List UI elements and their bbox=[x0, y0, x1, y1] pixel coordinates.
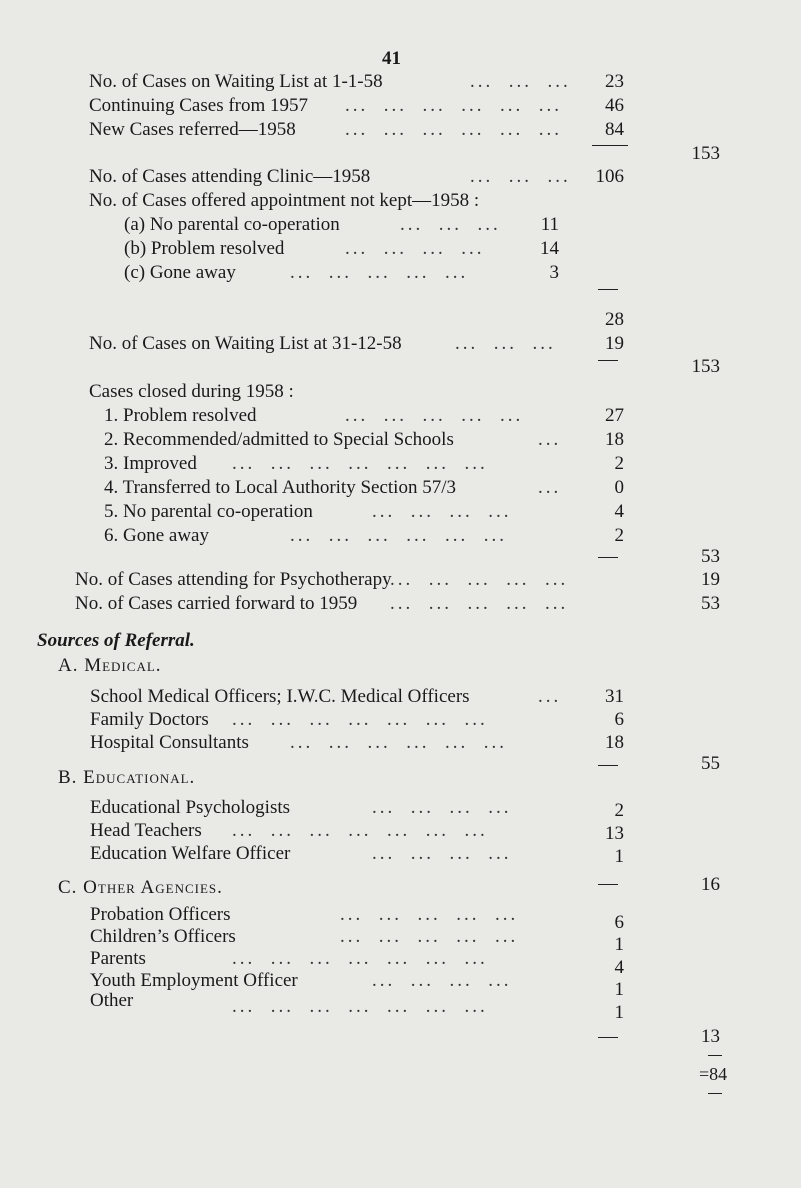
not-kept-item-value: 3 bbox=[549, 262, 559, 283]
other-item: Children’s Officers bbox=[90, 926, 236, 947]
dot-leader: ... ... ... ... ... ... bbox=[345, 95, 562, 116]
dot-leader: ... ... ... bbox=[455, 333, 556, 354]
psychotherapy-value: 19 bbox=[701, 569, 720, 590]
continuing-cases-value: 46 bbox=[605, 95, 624, 116]
educational-item: Education Welfare Officer bbox=[90, 843, 291, 864]
dot-leader: ... bbox=[538, 477, 562, 498]
dot-leader: ... ... ... bbox=[470, 71, 571, 92]
rule bbox=[598, 360, 618, 361]
not-kept-label: No. of Cases offered appointment not kept—1958 : bbox=[89, 190, 480, 211]
educational-item-value: 13 bbox=[605, 823, 624, 844]
other-item: Probation Officers bbox=[90, 904, 231, 925]
dot-leader: ... ... ... ... bbox=[372, 970, 512, 991]
rule bbox=[598, 765, 618, 766]
waiting-list-start-label: No. of Cases on Waiting List at 1-1-58 bbox=[89, 71, 383, 92]
carried-forward-label: No. of Cases carried forward to 1959 bbox=[75, 593, 358, 614]
grand-total-value: =84 bbox=[699, 1064, 728, 1084]
closed-item: 1. Problem resolved bbox=[104, 405, 257, 426]
rule bbox=[598, 1037, 618, 1038]
medical-item-value: 6 bbox=[614, 709, 624, 730]
dot-leader: ... ... ... ... bbox=[372, 843, 512, 864]
closed-item: 3. Improved bbox=[104, 453, 197, 474]
other-item-value: 1 bbox=[614, 934, 624, 955]
other-total-value: 13 bbox=[701, 1026, 720, 1047]
dot-leader: ... ... ... ... ... bbox=[345, 405, 524, 426]
dot-leader: ... ... ... ... ... bbox=[390, 593, 569, 614]
medical-heading bbox=[58, 655, 162, 677]
educational-heading-text: B. Educational. bbox=[58, 767, 196, 788]
new-cases-label: New Cases referred—1958 bbox=[89, 119, 296, 140]
cases-closed-heading: Cases closed during 1958 : bbox=[89, 381, 294, 402]
subtotal-value: 153 bbox=[691, 143, 720, 164]
other-item: Parents bbox=[90, 948, 146, 969]
closed-item-value: 4 bbox=[614, 501, 624, 522]
not-kept-item-value: 14 bbox=[540, 238, 559, 259]
medical-item-value: 18 bbox=[605, 732, 624, 753]
other-item-value: 1 bbox=[614, 1002, 624, 1023]
dot-leader: ... ... ... ... ... ... ... bbox=[232, 709, 488, 730]
waiting-total-value: 153 bbox=[691, 356, 720, 377]
not-kept-total: 28 bbox=[605, 309, 624, 330]
medical-item: School Medical Officers; I.W.C. Medical Officers bbox=[90, 686, 470, 707]
closed-item-value: 0 bbox=[614, 477, 624, 498]
dot-leader: ... ... ... ... ... ... bbox=[290, 732, 507, 753]
dot-leader: ... ... ... bbox=[470, 166, 571, 187]
dot-leader: ... ... ... ... ... bbox=[340, 904, 519, 925]
dot-leader: ... ... ... ... bbox=[372, 797, 512, 818]
closed-total-value: 53 bbox=[701, 546, 720, 567]
rule bbox=[708, 1055, 722, 1056]
new-cases-value: 84 bbox=[605, 119, 624, 140]
other-item-value: 4 bbox=[614, 957, 624, 978]
dot-leader: ... ... ... ... ... ... ... bbox=[232, 820, 488, 841]
rule bbox=[592, 145, 628, 146]
medical-heading-text: A. Medical. bbox=[58, 655, 162, 676]
not-kept-item-value: 11 bbox=[540, 214, 559, 235]
waiting-list-end-value: 19 bbox=[605, 333, 624, 354]
educational-item: Educational Psychologists bbox=[90, 797, 291, 818]
dot-leader: ... ... ... ... ... ... ... bbox=[232, 453, 488, 474]
rule bbox=[598, 289, 618, 290]
not-kept-item: (c) Gone away bbox=[124, 262, 236, 283]
dot-leader: ... ... ... ... bbox=[345, 238, 485, 259]
other-item: Youth Employment Officer bbox=[90, 970, 298, 991]
carried-forward-value: 53 bbox=[701, 593, 720, 614]
attending-clinic-label: No. of Cases attending Clinic—1958 bbox=[89, 166, 371, 187]
closed-item-value: 18 bbox=[605, 429, 624, 450]
dot-leader: ... ... ... ... ... ... bbox=[290, 525, 507, 546]
continuing-cases-label: Continuing Cases from 1957 bbox=[89, 95, 309, 116]
not-kept-item: (a) No parental co-operation bbox=[124, 214, 340, 235]
rule bbox=[598, 557, 618, 558]
dot-leader: ... ... ... ... ... bbox=[290, 262, 469, 283]
dot-leader: ... ... ... ... ... bbox=[340, 926, 519, 947]
dot-leader: ... bbox=[538, 686, 562, 707]
psychotherapy-label: No. of Cases attending for Psychotherapy bbox=[75, 569, 392, 590]
attending-clinic-value: 106 bbox=[595, 166, 624, 187]
medical-item: Hospital Consultants bbox=[90, 732, 249, 753]
dot-leader: ... ... ... ... ... ... bbox=[345, 119, 562, 140]
closed-item: 6. Gone away bbox=[104, 525, 209, 546]
other-agencies-heading-text: C. Other Agencies. bbox=[58, 877, 223, 898]
educational-item-value: 2 bbox=[614, 800, 624, 821]
waiting-list-end-label: No. of Cases on Waiting List at 31-12-58 bbox=[89, 333, 402, 354]
dot-leader: ... ... ... ... ... ... ... bbox=[232, 948, 488, 969]
closed-item: 4. Transferred to Local Authority Section 57/3 bbox=[104, 477, 456, 498]
medical-item-value: 31 bbox=[605, 686, 624, 707]
closed-item: 2. Recommended/admitted to Special Schools bbox=[104, 429, 454, 450]
educational-total-value: 16 bbox=[701, 874, 720, 895]
page-number: 41 bbox=[382, 48, 401, 69]
dot-leader: ... ... ... ... ... bbox=[390, 569, 569, 590]
other-item-value: 1 bbox=[614, 979, 624, 1000]
waiting-list-start-value: 23 bbox=[605, 71, 624, 92]
other-agencies-heading bbox=[58, 877, 223, 899]
closed-item-value: 27 bbox=[605, 405, 624, 426]
medical-total-value: 55 bbox=[701, 753, 720, 774]
dot-leader: ... ... ... ... ... ... ... bbox=[232, 996, 488, 1017]
medical-item: Family Doctors bbox=[90, 709, 209, 730]
closed-item: 5. No parental co-operation bbox=[104, 501, 313, 522]
dot-leader: ... ... ... ... bbox=[372, 501, 512, 522]
closed-item-value: 2 bbox=[614, 453, 624, 474]
rule bbox=[598, 884, 618, 885]
educational-item-value: 1 bbox=[614, 846, 624, 867]
dot-leader: ... ... ... bbox=[400, 214, 501, 235]
educational-item: Head Teachers bbox=[90, 820, 202, 841]
educational-heading bbox=[58, 767, 195, 789]
closed-item-value: 2 bbox=[614, 525, 624, 546]
dot-leader: ... bbox=[538, 429, 562, 450]
rule bbox=[708, 1093, 722, 1094]
not-kept-item: (b) Problem resolved bbox=[124, 238, 285, 259]
other-item-value: 6 bbox=[614, 912, 624, 933]
sources-heading: Sources of Referral. bbox=[37, 630, 195, 651]
other-item: Other bbox=[90, 990, 134, 1011]
